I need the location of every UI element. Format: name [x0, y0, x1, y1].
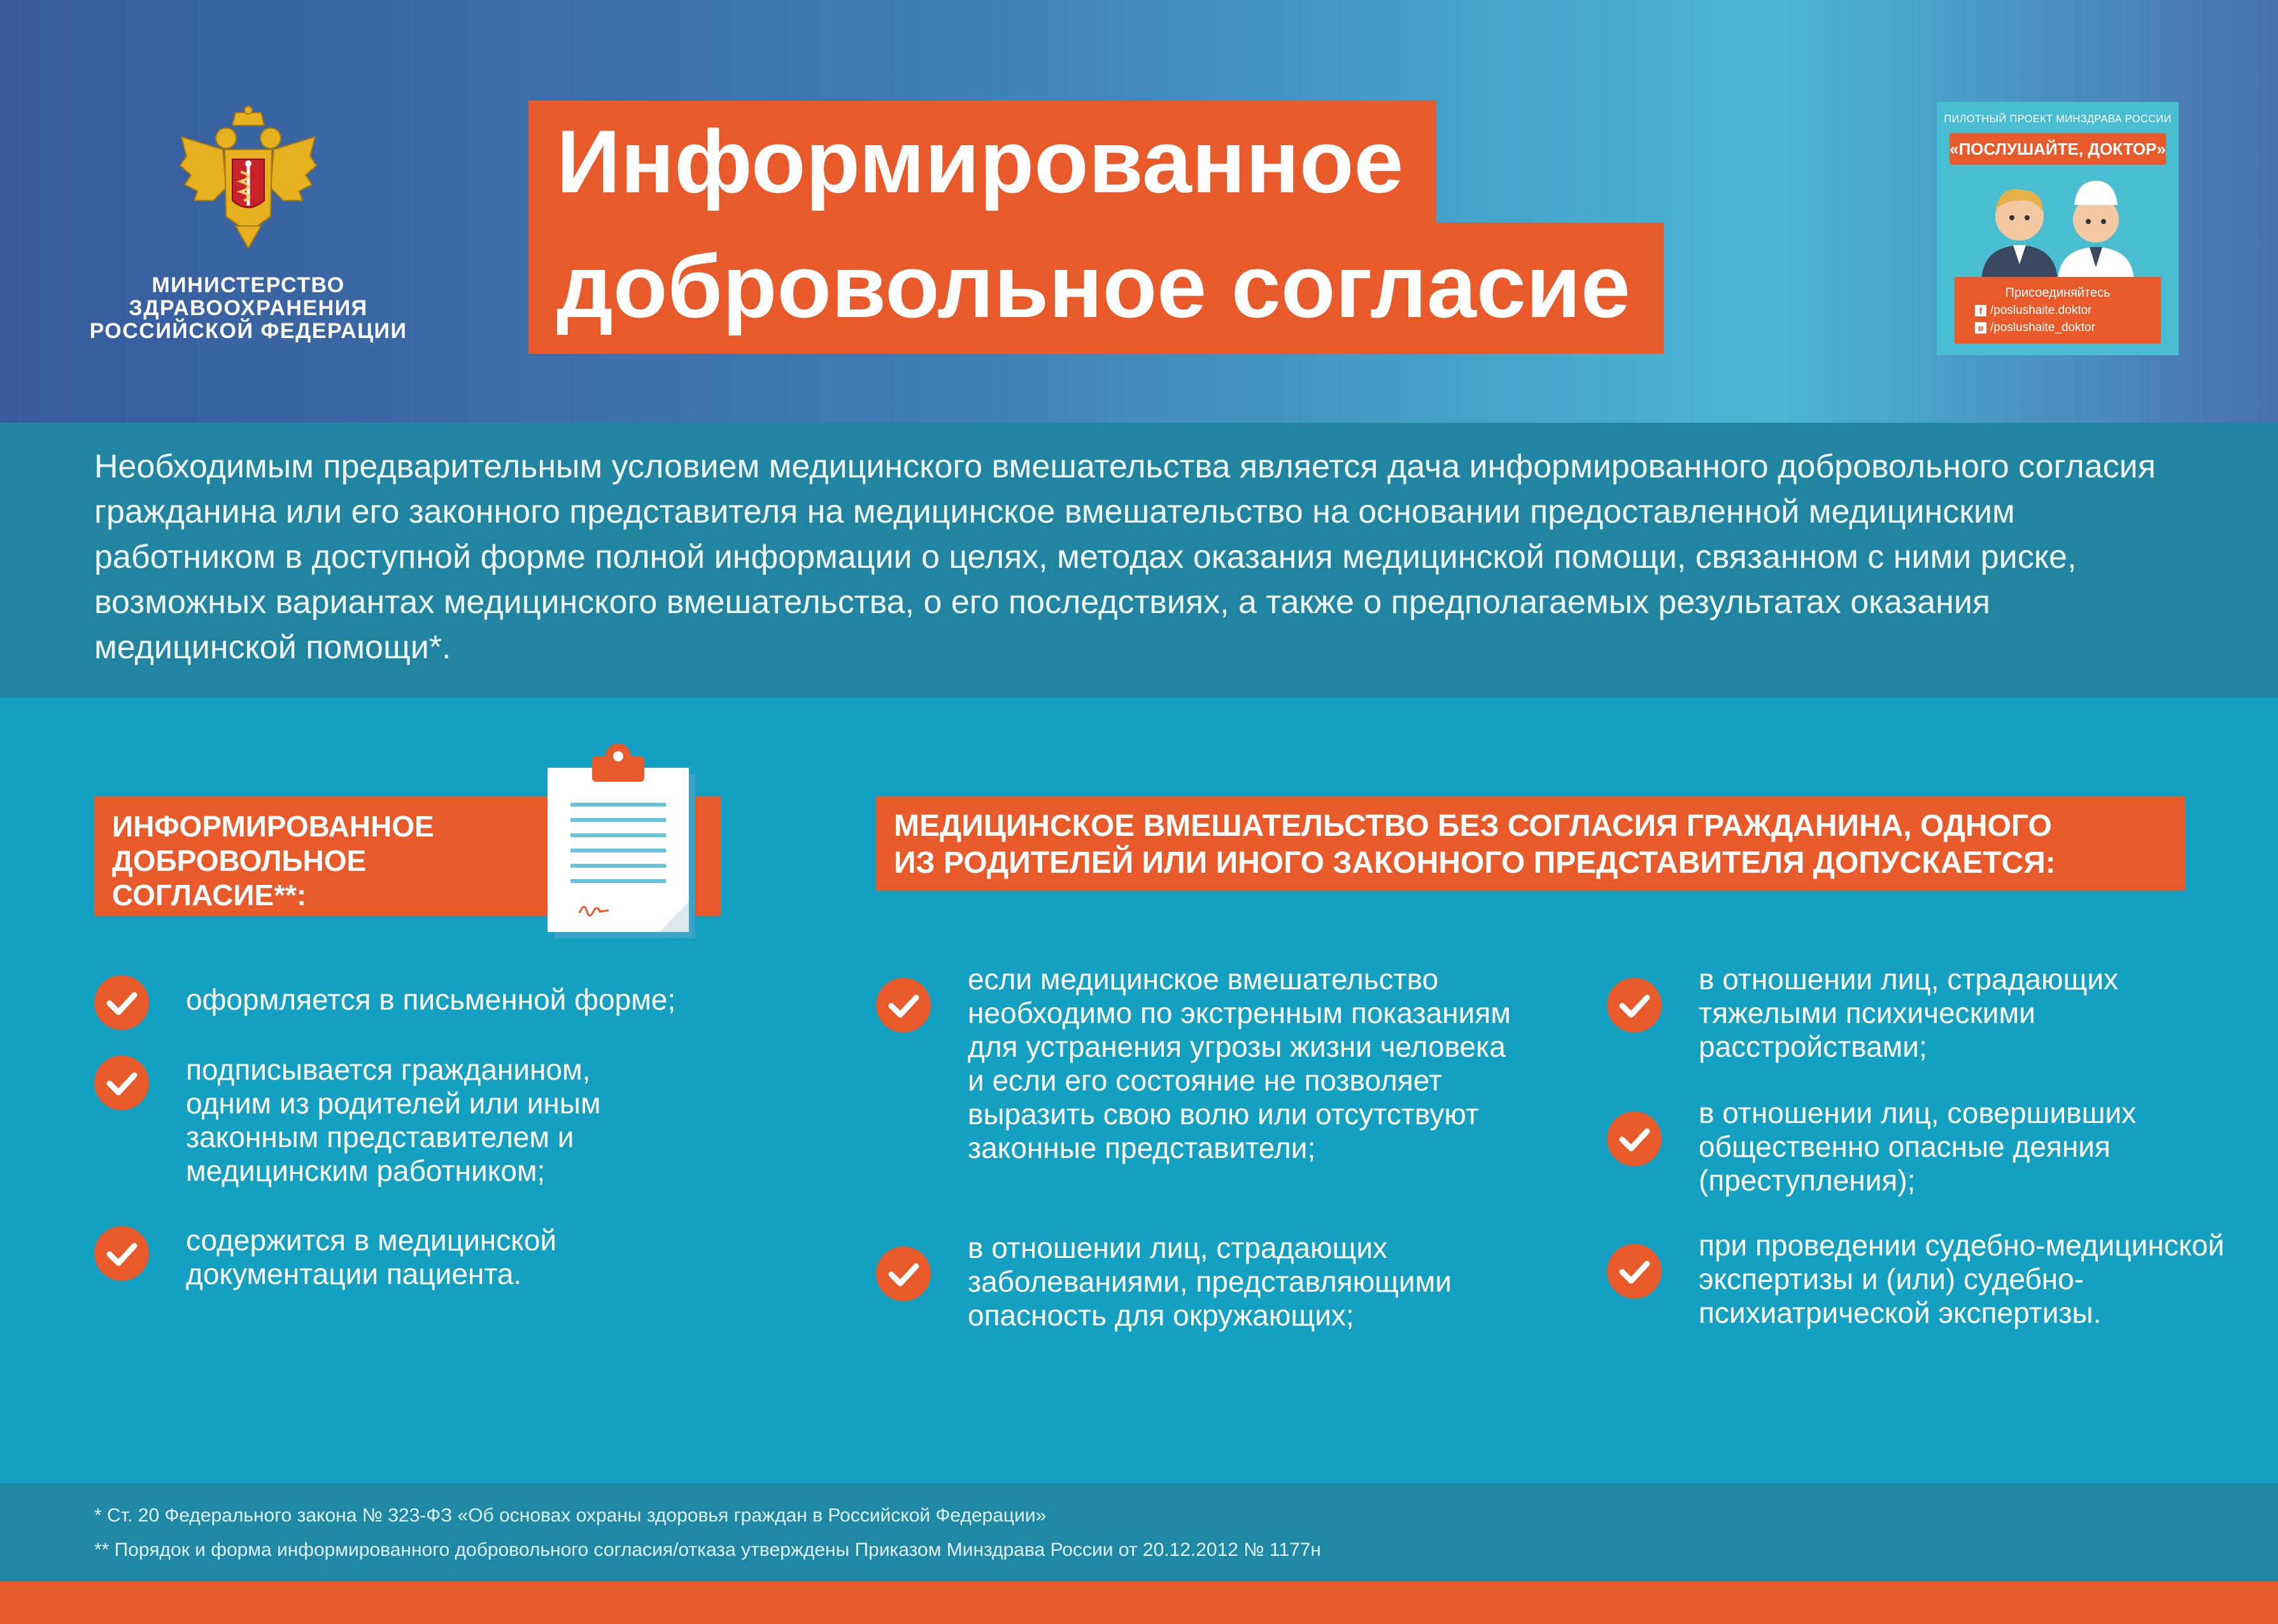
double-headed-eagle-emblem-icon — [175, 105, 322, 251]
promo-slogan: «ПОСЛУШАЙТЕ, ДОКТОР» — [1949, 133, 2166, 165]
check-icon — [1607, 978, 1662, 1033]
list-item-text: в отношении лиц, совершивших общественно опасные деяния (преступления); — [1699, 1096, 2137, 1197]
promo-vk-link[interactable] — [1975, 321, 2161, 335]
ministry-name-line3: РОССИЙСКОЙ ФЕДЕРАЦИИ — [89, 319, 407, 343]
footnote-2: ** Порядок и форма информированного добровольного согласия/отказа утверждены Приказом Минздрава России от 20.12.2012 № 1177н — [94, 1539, 1322, 1560]
list-item-text: в отношении лиц, страдающих тяжелыми психическими расстройствами; — [1699, 963, 2119, 1063]
ministry-name-line1: МИНИСТЕРСТВО — [152, 273, 345, 297]
list-item — [1607, 1096, 2275, 1197]
list-item-text: содержится в медицинской документации пациента. — [186, 1224, 557, 1290]
list-item — [1607, 963, 2275, 1064]
intro-section — [0, 423, 2278, 698]
ministry-block — [83, 105, 414, 342]
check-icon — [876, 978, 931, 1033]
list-item-text: оформляется в письменной форме; — [186, 983, 676, 1016]
list-item-text: если медицинское вмешательство необходимо по экстренным показаниям для устранения угрозы жизни человека и если его состояние не позволяет выразить свою волю или отсутствуют законные представители; — [968, 963, 1511, 1164]
check-icon — [94, 975, 149, 1030]
list-item-text: при проведении судебно-медицинской экспертизы и (или) судебно-психиатрической экспертизы. — [1699, 1229, 2225, 1329]
list-item — [876, 963, 1576, 1165]
list-item-text: в отношении лиц, страдающих заболеваниями, представляющими опасность для окружающих; — [968, 1231, 1452, 1332]
list-item — [1607, 1229, 2275, 1330]
left-heading-line2: ДОБРОВОЛЬНОЕ — [112, 844, 367, 877]
promo-facebook-link[interactable] — [1975, 304, 2161, 318]
left-heading-line3: СОГЛАСИЕ**: — [112, 879, 307, 912]
main-section — [0, 698, 2278, 1483]
promo-banner[interactable] — [1937, 102, 2179, 355]
footnotes — [0, 1483, 2278, 1581]
list-item — [94, 1226, 795, 1291]
list-item — [94, 975, 795, 1030]
check-icon — [94, 1226, 149, 1281]
header — [0, 0, 2278, 423]
bottom-bar — [0, 1581, 2278, 1624]
doctor-patient-illustration-icon — [1962, 172, 2153, 283]
promo-footer — [1955, 277, 2161, 344]
vk-icon: в — [1975, 322, 1986, 334]
list-item — [876, 1231, 1576, 1332]
promo-top-text: ПИЛОТНЫЙ ПРОЕКТ МИНЗДРАВА РОССИИ — [1944, 113, 2172, 125]
facebook-icon: f — [1975, 305, 1986, 316]
list-item — [94, 1053, 795, 1188]
page-title-line2: добровольное согласие — [528, 223, 1664, 354]
check-icon — [876, 1246, 931, 1301]
clipboard-icon — [548, 742, 707, 946]
intro-text: Необходимым предварительным условием медицинского вмешательства является дача информированного добровольного согласия гражданина или его законного представителя на медицинское вмешательство на основании предоставленной медицинским работником в доступной форме полной информации о целях, методах оказания медицинской помощи, связанном с ними риске, возможных вариантах медицинского вмешательства, о его последствиях, а также о предполагаемых результатах оказания медицинской помощи*. — [94, 448, 2156, 666]
check-icon — [94, 1056, 149, 1110]
ministry-name-line2: ЗДРАВООХРАНЕНИЯ — [129, 296, 368, 320]
right-heading-line1: МЕДИЦИНСКОЕ ВМЕШАТЕЛЬСТВО БЕЗ СОГЛАСИЯ ГРАЖДАНИНА, ОДНОГО — [894, 809, 2052, 843]
ministry-name — [83, 274, 414, 342]
left-heading-line1: ИНФОРМИРОВАННОЕ — [112, 810, 434, 843]
vk-handle: /poslushaite_doktor — [1990, 321, 2095, 334]
page-title-line1: Информированное — [528, 101, 1436, 225]
list-item-text: подписывается гражданином, одним из родителей или иным законным представителем и медицинским работником; — [186, 1053, 601, 1187]
right-heading-line2: ИЗ РОДИТЕЛЕЙ ИЛИ ИНОГО ЗАКОННОГО ПРЕДСТАВИТЕЛЯ ДОПУСКАЕТСЯ: — [894, 846, 2056, 880]
facebook-handle: /poslushaite.doktor — [1990, 304, 2092, 317]
promo-join-text: Присоединяйтесь — [2005, 286, 2111, 300]
footnote-1: * Ст. 20 Федерального закона № 323-ФЗ «Об основах охраны здоровья граждан в Российской Федерации» — [94, 1505, 1047, 1526]
check-icon — [1607, 1112, 1662, 1166]
check-icon — [1607, 1244, 1662, 1299]
right-heading-box — [876, 796, 2185, 891]
